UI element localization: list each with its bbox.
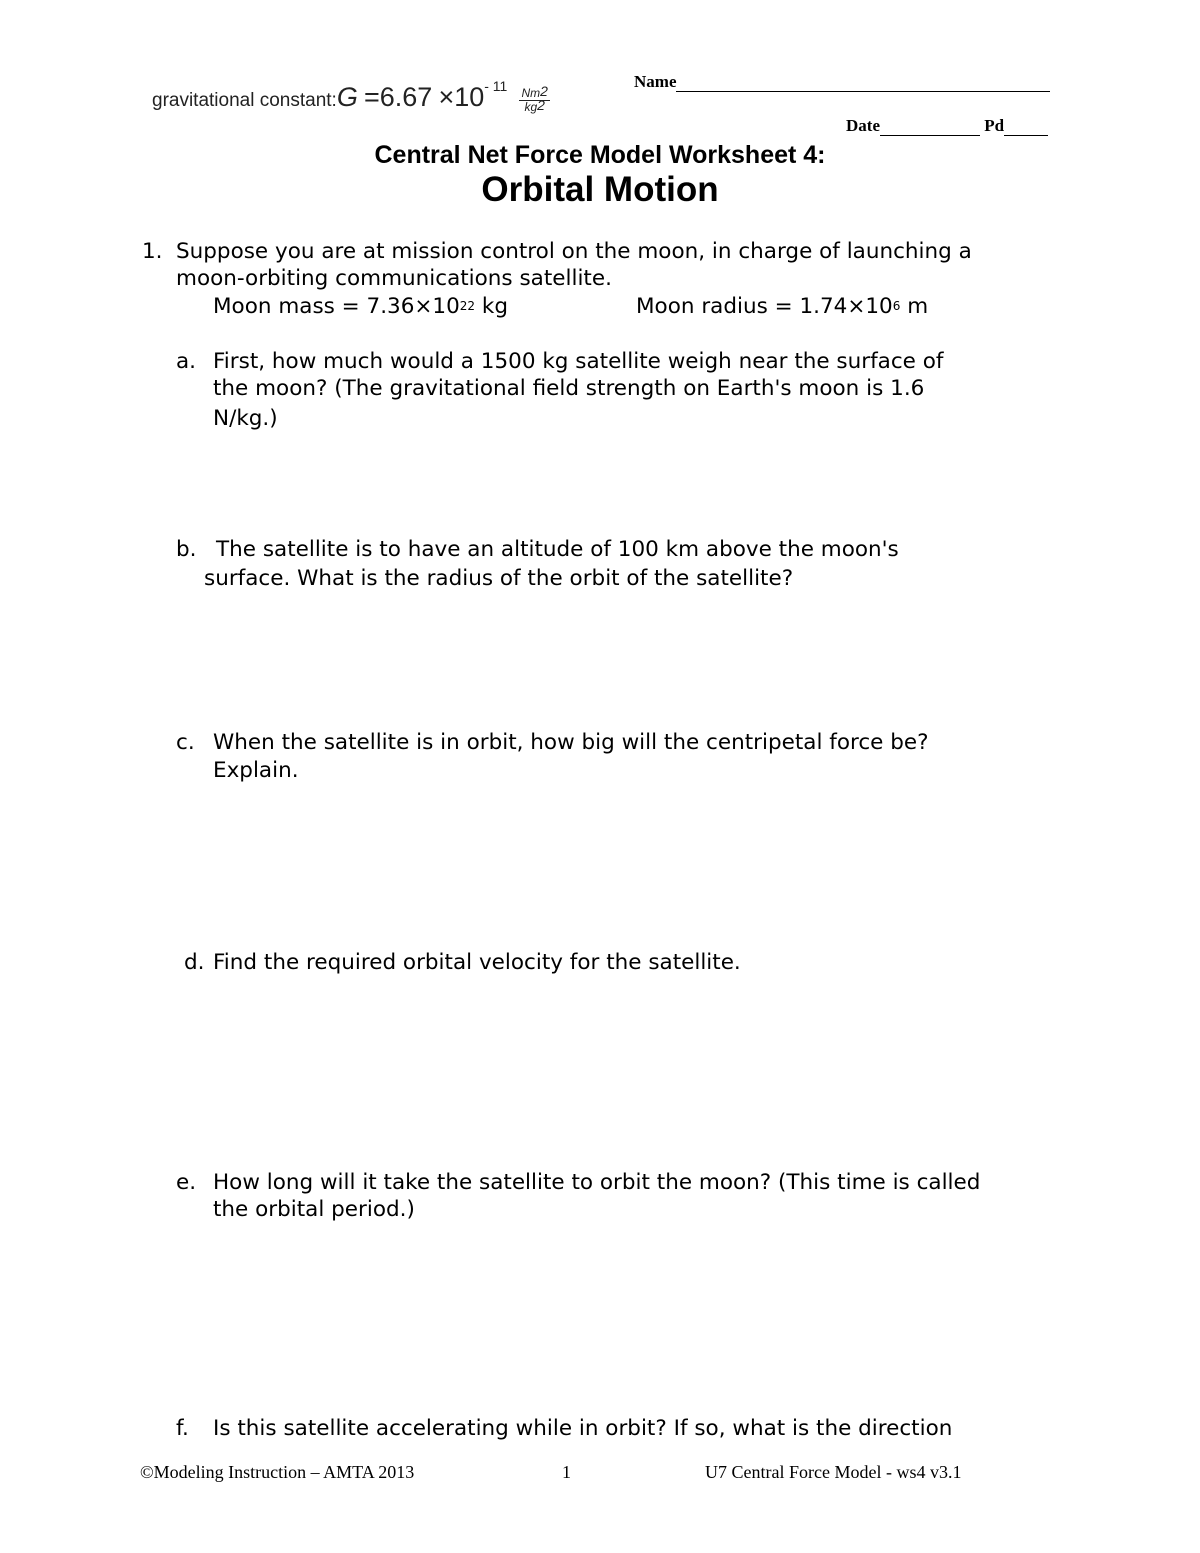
constant-times: ×10 [438,82,485,112]
worksheet-title: Orbital Motion [481,170,719,209]
constant-exponent: - 11 [484,78,508,94]
part-d-letter: d. [184,950,205,975]
footer-document-id: U7 Central Force Model - ws4 v3.1 [705,1462,962,1482]
period-line[interactable] [1004,119,1048,136]
name-field[interactable] [634,72,1050,92]
question-1-number: 1. [142,239,163,264]
part-c-letter: c. [176,730,195,755]
footer-copyright: ©Modeling Instruction – AMTA 2013 [140,1462,415,1482]
units-numerator-power: 2 [540,82,548,99]
units-denominator-power: 2 [537,96,545,113]
part-d-line1: Find the required orbital velocity for the satellite. [213,950,741,975]
worksheet-subtitle: Central Net Force Model Worksheet 4: [374,141,826,169]
part-b-letter: b. [176,537,197,562]
units-denominator: kg [524,99,538,114]
part-e-line2: the orbital period.) [213,1197,415,1222]
date-line[interactable] [880,119,980,136]
part-a-line2: the moon? (The gravitational field strength on Earth's moon is 1.6 [213,376,925,401]
moon-mass-label: Moon mass = 7.36×10 [213,294,460,319]
footer-page-number: 1 [562,1462,571,1482]
constant-label: gravitational constant: [152,90,337,111]
moon-radius-exponent: 6 [892,299,901,313]
part-a-line3: N/kg.) [213,406,278,431]
period-label: Pd [984,116,1005,135]
moon-mass-exponent: 22 [459,299,476,313]
moon-radius [636,293,928,321]
part-a-line1: First, how much would a 1500 kg satellite weigh near the surface of [213,349,944,374]
part-c-line2: Explain. [213,758,299,783]
part-b-line2: surface. What is the radius of the orbit of the satellite? [204,566,794,591]
name-line[interactable] [676,75,1050,92]
name-label: Name [634,72,677,91]
gravitational-constant-formula [152,78,550,114]
part-c-line1: When the satellite is in orbit, how big will the centripetal force be? [213,730,929,755]
constant-symbol: G [336,82,358,112]
part-a-letter: a. [176,349,197,374]
question-1-line1: Suppose you are at mission control on the moon, in charge of launching a [176,239,972,264]
units-numerator: Nm [521,85,541,100]
constant-units [519,82,549,114]
part-f-line1: Is this satellite accelerating while in orbit? If so, what is the direction [213,1416,953,1441]
part-e-line1: How long will it take the satellite to orbit the moon? (This time is called [213,1170,981,1195]
moon-mass-unit: kg [475,294,508,319]
date-period-fields [846,116,1048,136]
moon-radius-unit: m [900,294,929,319]
moon-radius-label: Moon radius = 1.74×10 [636,294,893,319]
moon-mass [213,293,508,321]
date-label: Date [846,116,880,135]
part-f-letter: f. [176,1416,189,1441]
question-1-line2: moon-orbiting communications satellite. [176,266,612,291]
constant-value: =6.67 [363,82,433,112]
part-b-line1: The satellite is to have an altitude of 100 km above the moon's [216,537,899,562]
part-e-letter: e. [176,1170,197,1195]
